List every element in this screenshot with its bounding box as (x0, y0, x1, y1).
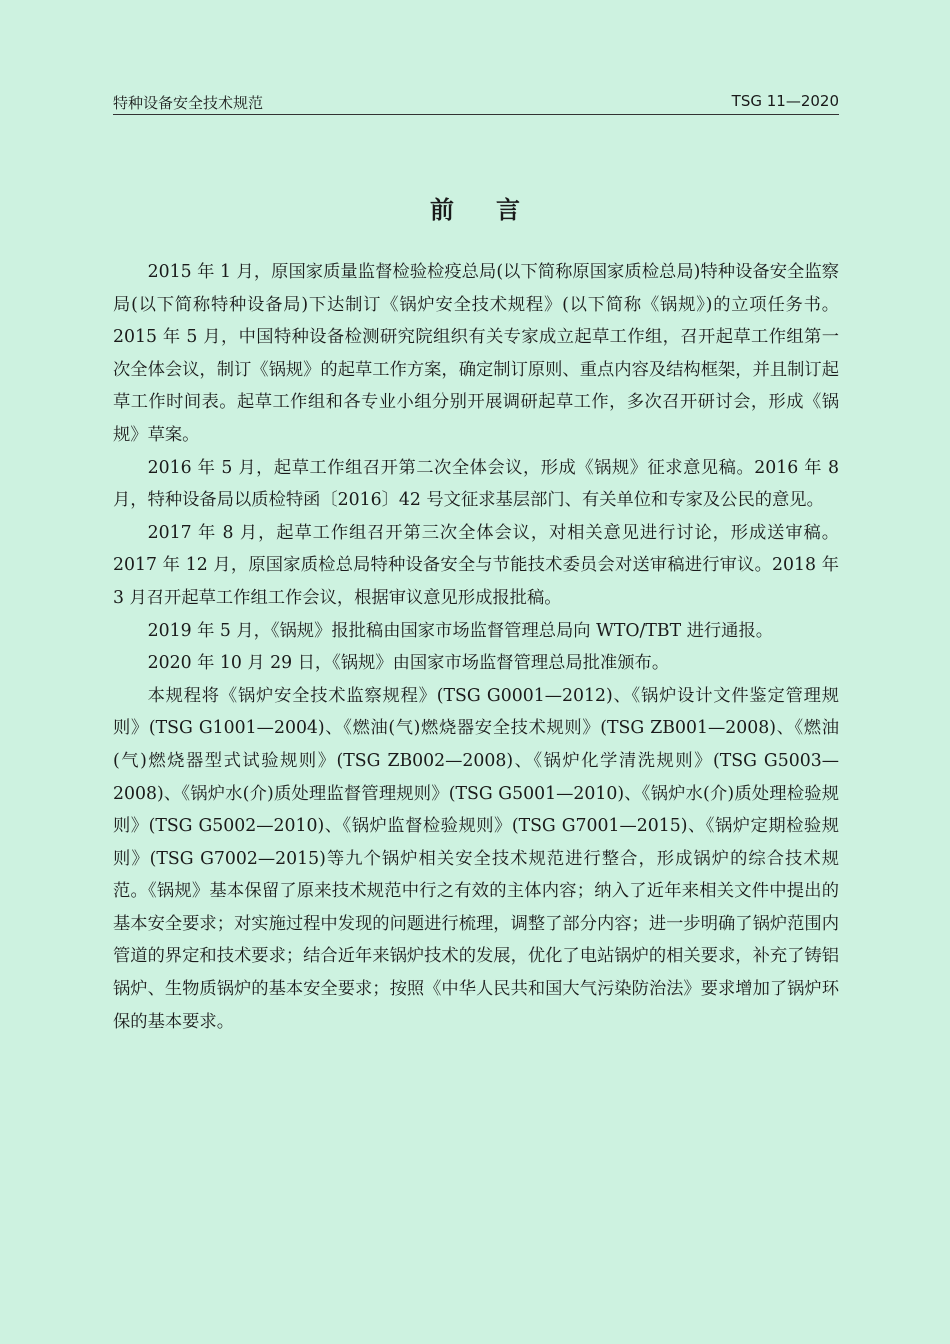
paragraph-3: 2017 年 8 月，起草工作组召开第三次全体会议，对相关意见进行讨论，形成送审稿。2017 年 12 月，原国家质检总局特种设备安全与节能技术委员会对送审稿进行审议。2018 年 3 月召开起草工作组工作会议，根据审议意见形成报批稿。 (113, 522, 839, 608)
paragraph-4: 2019 年 5 月，《锅规》报批稿由国家市场监督管理总局向 WTO/TBT 进行通报。 (147, 620, 774, 641)
page-title: 前言 (430, 196, 562, 224)
paragraph-1: 2015 年 1 月，原国家质量监督检验检疫总局(以下简称原国家质检总局)特种设备安全监察局(以下简称特种设备局)下达制订《锅炉安全技术规程》(以下简称《锅规》)的立项任务书。2015 年 5 月，中国特种设备检测研究院组织有关专家成立起草工作组，召开起草工作组第一次全体会议，制订《锅规》的起草工作方案，确定制订原则、重点内容及结构框架，并且制订起草工作时间表。起草工作组和各专业小组分别开展调研起草工作，多次召开研讨会，形成《锅规》草案。 (113, 262, 839, 445)
paragraph-2: 2016 年 5 月，起草工作组召开第二次全体会议，形成《锅规》征求意见稿。2016 年 8 月，特种设备局以质检特函〔2016〕42 号文征求基层部门、有关单位和专家及公民的意见。 (113, 457, 839, 511)
header-document-type: 特种设备安全技术规范 (113, 94, 264, 112)
preface-body (113, 256, 839, 1038)
page-header (113, 86, 839, 115)
header-standard-code: TSG 11—2020 (731, 92, 839, 110)
paragraph-6: 本规程将《锅炉安全技术监察规程》(TSG G0001—2012)、《锅炉设计文件鉴定管理规则》(TSG G1001—2004)、《燃油(气)燃烧器安全技术规则》(TSG ZB001—2008)、《燃油(气)燃烧器型式试验规则》(TSG ZB002—2008)、《锅炉化学清洗规则》(TSG G5003—2008)、《锅炉水(介)质处理监督管理规则》(TSG G5001—2010)、《锅炉水(介)质处理检验规则》(TSG G5002—2010)、《锅炉监督检验规则》(TSG G7001—2015)、《锅炉定期检验规则》(TSG G7002—2015)等九个锅炉相关安全技术规范进行整合，形成锅炉的综合技术规范。《锅规》基本保留了原来技术规范中行之有效的主体内容；纳入了近年来相关文件中提出的基本安全要求；对实施过程中发现的问题进行梳理，调整了部分内容；进一步明确了锅炉范围内管道的界定和技术要求；结合近年来锅炉技术的发展，优化了电站锅炉的相关要求，补充了铸铝锅炉、生物质锅炉的基本安全要求；按照《中华人民共和国大气污染防治法》要求增加了锅炉环保的基本要求。 (113, 685, 839, 1032)
paragraph-5: 2020 年 10 月 29 日，《锅规》由国家市场监督管理总局批准颁布。 (147, 653, 670, 674)
